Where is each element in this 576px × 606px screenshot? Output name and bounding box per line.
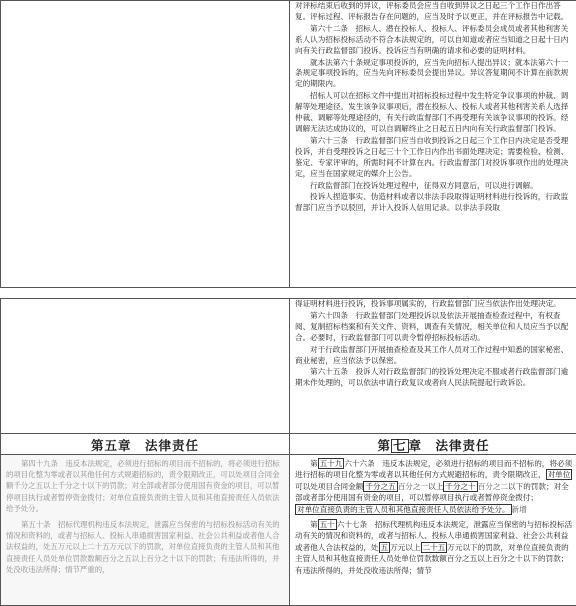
old-article-49: 第四十九条 违反本法规定，必须进行招标的项目而不招标的，将必须进行招标的项目化整为零或者以其他任何方式规避招标的，责令限期改正，可以处项目合同金额千分之五以上千分之十以下的罚款；对全部或者部分使用国有资金的项目，可以暂停项目执行或者暂停资金拨付；对单位直接负责的主管人员和其他直接责任人员依法给予处分。 <box>1 458 289 514</box>
deleted-text-box-c: 对单位直接负责的主管人员和其他直接责任人员依法给予处分。 <box>295 504 512 515</box>
middle-left-cell <box>1 299 290 434</box>
para-top-0: 对评标结束后收到的异议，评标委员会应当自收到异议之日起三个工作日作出答复。评标过程、评标报告存在问题的，应当及时予以更正，并在评标报告中记载。 <box>290 1 576 23</box>
deleted-text-box-a: 千分之五 <box>363 481 397 492</box>
top-table <box>0 0 576 288</box>
new-article-66: 第 五十九 六十六条 违反本法规定，必须进行招标的项目而不招标的，将必须进行招标的项目化整为零或者以其他任何方式规避招标的，责令限期改正， 对单位可以处项目合同金额 千分之五 百分之一以上 千分之十 百分之二以下的罚款；对全部或者部分使用国有资金的项目，可以暂停项目执行或者暂停资金拨付；对单位直接负责的主管人员和其他直接责任人员依法给予处分。 新增 <box>290 458 576 515</box>
para-mid-2: 对于行政监督部门开展抽查检查及其工作人员对工作过程中知悉的国家秘密、商业秘密，应当依法予以保密。 <box>290 345 576 367</box>
top-right-cell <box>290 1 576 288</box>
new-article-67: 第 五十 六十七条 招标代理机构违反本法规定，泄露应当保密的与招标投标活动有关的情况和资料的，或者与招标人、投标人串通损害国家利益、社会公共利益或者他人合法权益的，处 五 万元以上 二十五 万元以下的罚款，对单位直接负责的主管人员和其他直接责任人员处单位罚款数额百分之五以上百分之十以下的罚款；有违法所得的，并处没收违法所得；情节 <box>290 519 576 576</box>
amount-box-e: 二十五 <box>421 542 448 553</box>
bottom-right-cell <box>290 455 576 606</box>
chapter-right-cell <box>290 434 576 455</box>
article-64: 第六十四条 行政监督部门处理投诉以及依法开展抽查检查过程中，有权查阅、复制招标档案和有关文件、资料，调查有关情况，相关单位和人员应当予以配合。必要时，行政监督部门可以责令暂停招标投标活动。 <box>290 311 576 344</box>
para-top-5: 行政监督部门在投诉处理过程中，征得双方同意后，可以进行调解。 <box>290 181 576 192</box>
deleted-number-box: 五十九 <box>318 458 345 469</box>
top-section <box>0 0 576 288</box>
bottom-left-cell <box>1 455 290 606</box>
old-article-50: 第五十条 招标代理机构违反本法规定，泄露应当保密的与招标投标活动有关的情况和资料的，或者与招标人、投标人串通损害国家利益、社会公共利益或者他人合法权益的，处五万元以上二十五万元以下的罚款，对单位直接负责的主管人员和其他直接责任人员处单位罚款数额百分之五以上百分之十以下的罚款；有违法所得的，并处没收违法所得；情节严重的， <box>1 519 289 575</box>
middle-right-cell <box>290 299 576 434</box>
para-top-2: 就本法第六十条规定事项投诉的，应当先向招标人提出异议；就本法第六十一条规定事项投诉的，应当先向评标委员会提出异议。异议答复期间不计算在前款规定的期限内。 <box>290 58 576 91</box>
amount-box-d: 五 <box>379 542 391 553</box>
article-62: 第六十二条 招标人、潜在投标人、投标人、评标委员会成员或者其他利害关系人认为招标投标活动不符合本法规定的，可以自知道或者应当知道之日起十日内向有关行政监督部门投诉。投诉应当有明确的请求和必要的证明材料。 <box>290 24 576 57</box>
chapter-number-box: 七 <box>391 439 409 453</box>
para-top-3: 招标人可以在招标文件中提出对招标投标过程中发生特定争议事项的仲裁、调解等处理途径。发生该争议事项后，潜在投标人、投标人或者其他利害关系人选择仲裁、调解等处理途径的，有关行政监督部门不再受理有关该争议事项的投诉。经调解无法达成协议的，可以自调解终止之日起五日内向有关行政监督部门投诉。 <box>290 91 576 135</box>
middle-section <box>0 298 576 606</box>
para-top-6: 投诉人捏造事实、伪造材料或者以非法手段取得证明材料进行投诉的，行政监督部门应当予以驳回，并计入投诉人信用记录。以非法手段取 <box>290 192 576 214</box>
deleted-text-box-b: 千分之十 <box>443 481 477 492</box>
deleted-number-box-2: 五十 <box>318 519 337 530</box>
top-left-cell <box>1 1 290 288</box>
article-65: 第六十五条 投诉人对行政监督部门的投诉处理决定不服或者行政监督部门逾期未作处理的，可以依法申请行政复议或者向人民法院提起行政诉讼。 <box>290 367 576 389</box>
chapter-left-cell <box>1 434 290 455</box>
chapter-title-left: 第五章 法律责任 <box>91 438 199 453</box>
inserted-text-box-1: 对单位 <box>546 469 573 480</box>
middle-table <box>0 298 576 606</box>
para-mid-0: 得证明材料进行投诉，投诉事项属实的，行政监督部门应当依法作出处理决定。 <box>290 299 576 310</box>
article-63: 第六十三条 行政监督部门应当自收到投诉之日起三个工作日内决定是否受理投诉，并自受理投诉之日起三十个工作日内作出书面处理决定；需要检验、检测、鉴定、专家评审的，所需时间不计算在内。行政监督部门对投诉事项作出的处理决定，应当在国家规定的媒介上公告。 <box>290 136 576 180</box>
chapter-title-right: 第 七 章 法律责任 <box>377 438 489 453</box>
